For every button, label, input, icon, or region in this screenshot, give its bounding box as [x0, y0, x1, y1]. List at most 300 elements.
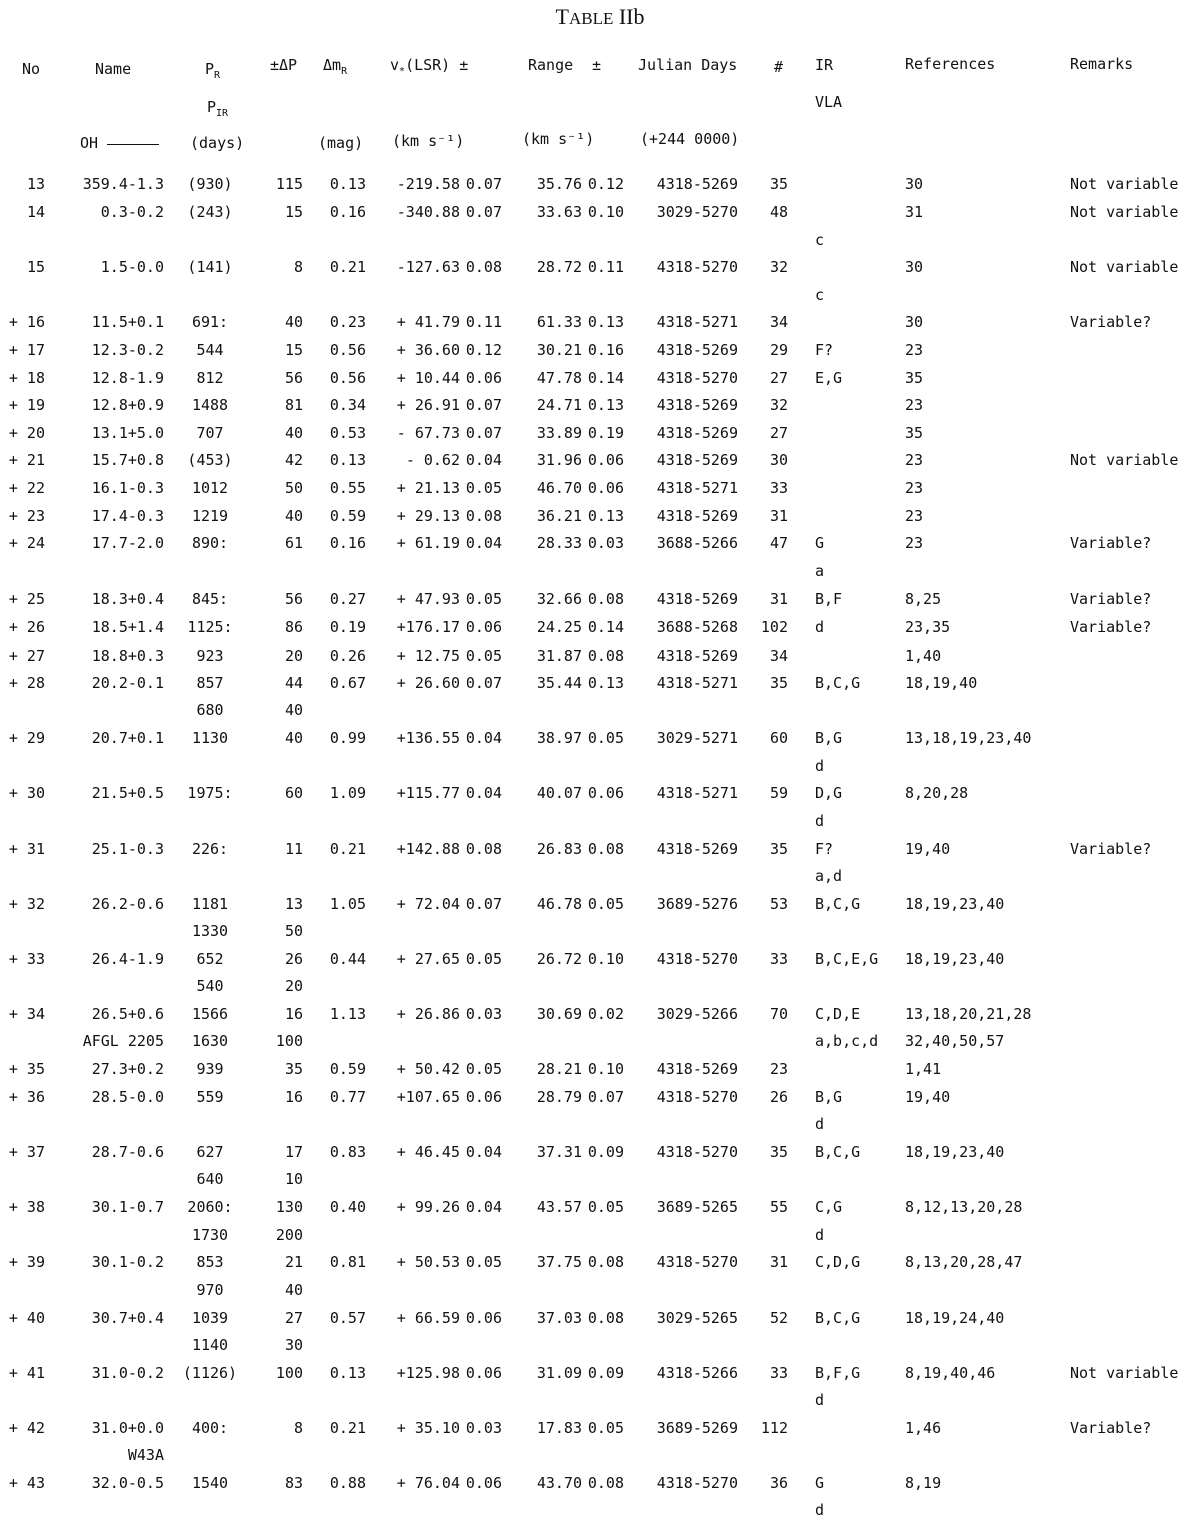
cell-name: 32.0-0.5	[91, 1474, 164, 1492]
cell-ir: d	[815, 1115, 825, 1133]
header-range: Range	[528, 56, 574, 74]
cell-velocity: - 0.62	[405, 451, 460, 469]
cell-velocity: + 50.53	[396, 1253, 460, 1271]
table-row	[0, 423, 1200, 443]
cell-name: 27.3+0.2	[91, 1060, 164, 1078]
cell-velocity-err: 0.04	[465, 534, 502, 552]
cell-period-err: 83	[284, 1474, 303, 1492]
cell-delta-mag: 0.44	[329, 950, 366, 968]
cell-period-err: 21	[284, 1253, 303, 1271]
cell-name: 13.1+5.0	[91, 424, 164, 442]
cell-julian-days: 4318-5270	[656, 258, 738, 276]
cell-delta-mag: 0.56	[329, 369, 366, 387]
cell-period-err: 35	[284, 1060, 303, 1078]
cell-references: 1,40	[905, 647, 942, 665]
cell-count: 31	[769, 1253, 788, 1271]
cell-velocity-err: 0.06	[465, 1309, 502, 1327]
cell-no: + 36	[8, 1088, 45, 1106]
cell-velocity: +107.65	[396, 1088, 460, 1106]
cell-ir: d	[815, 1391, 825, 1409]
cell-count: 35	[769, 674, 788, 692]
cell-remarks: Variable?	[1070, 590, 1152, 608]
cell-julian-days: 3689-5269	[656, 1419, 738, 1437]
cell-ir: G	[815, 534, 825, 552]
cell-period-err: 50	[284, 479, 303, 497]
cell-no: + 42	[8, 1419, 45, 1437]
cell-period: 812	[196, 369, 224, 387]
header-vla: VLA	[815, 93, 843, 111]
cell-julian-days: 4318-5271	[656, 784, 738, 802]
cell-period: 1125:	[187, 618, 233, 636]
cell-delta-mag: 1.09	[329, 784, 366, 802]
cell-references: 23	[905, 479, 924, 497]
cell-references: 8,25	[905, 590, 942, 608]
cell-ir: d	[815, 1226, 825, 1244]
cell-period-err: 81	[284, 396, 303, 414]
cell-ir: B,C,G	[815, 674, 861, 692]
cell-julian-days: 4318-5270	[656, 950, 738, 968]
cell-range-err: 0.09	[587, 1364, 624, 1382]
cell-name: 12.3-0.2	[91, 341, 164, 359]
cell-no: + 25	[8, 590, 45, 608]
cell-references: 23	[905, 451, 924, 469]
cell-ir: C,D,E	[815, 1005, 861, 1023]
table-row	[0, 1390, 1200, 1410]
cell-ir: a,b,c,d	[815, 1032, 879, 1050]
cell-period-err: 61	[284, 534, 303, 552]
table-row	[0, 1225, 1200, 1245]
cell-range-err: 0.06	[587, 784, 624, 802]
cell-range-err: 0.06	[587, 451, 624, 469]
cell-references: 18,19,23,40	[905, 950, 1005, 968]
cell-range: 28.21	[536, 1060, 582, 1078]
cell-delta-mag: 0.83	[329, 1143, 366, 1161]
table-row	[0, 589, 1200, 609]
cell-period-err: 40	[284, 424, 303, 442]
cell-range: 33.63	[536, 203, 582, 221]
cell-delta-mag: 0.99	[329, 729, 366, 747]
cell-range: 31.87	[536, 647, 582, 665]
cell-period: 857	[196, 674, 224, 692]
table-row	[0, 673, 1200, 693]
cell-period-err: 40	[284, 729, 303, 747]
cell-references: 35	[905, 369, 924, 387]
cell-velocity-err: 0.06	[465, 369, 502, 387]
table-row	[0, 949, 1200, 969]
cell-no: + 16	[8, 313, 45, 331]
cell-velocity: +125.98	[396, 1364, 460, 1382]
cell-remarks: Not variable	[1070, 203, 1179, 221]
cell-range: 38.97	[536, 729, 582, 747]
cell-range-err: 0.05	[587, 1419, 624, 1437]
cell-velocity-err: 0.03	[465, 1005, 502, 1023]
cell-period: 890:	[191, 534, 229, 552]
cell-period: (141)	[187, 258, 233, 276]
cell-delta-mag: 0.59	[329, 507, 366, 525]
cell-no: + 24	[8, 534, 45, 552]
cell-delta-mag: 0.34	[329, 396, 366, 414]
cell-velocity: + 61.19	[396, 534, 460, 552]
cell-count: 33	[769, 950, 788, 968]
table-row	[0, 1004, 1200, 1024]
table-row	[0, 1335, 1200, 1355]
cell-no: + 20	[8, 424, 45, 442]
cell-period: 970	[196, 1281, 224, 1299]
cell-ir: C,D,G	[815, 1253, 861, 1271]
cell-delta-mag: 0.27	[329, 590, 366, 608]
cell-julian-days: 4318-5271	[656, 674, 738, 692]
cell-range-err: 0.10	[587, 950, 624, 968]
cell-velocity: + 26.86	[396, 1005, 460, 1023]
cell-julian-days: 4318-5270	[656, 369, 738, 387]
cell-remarks: Variable?	[1070, 313, 1152, 331]
cell-velocity-err: 0.04	[465, 729, 502, 747]
cell-no: + 27	[8, 647, 45, 665]
cell-count: 31	[769, 507, 788, 525]
cell-range-err: 0.09	[587, 1143, 624, 1161]
cell-velocity: +142.88	[396, 840, 460, 858]
cell-no: + 35	[8, 1060, 45, 1078]
cell-delta-mag: 0.23	[329, 313, 366, 331]
table-row	[0, 811, 1200, 831]
cell-julian-days: 4318-5269	[656, 590, 738, 608]
cell-ir: d	[815, 1501, 825, 1519]
table-row	[0, 285, 1200, 305]
cell-velocity-err: 0.07	[465, 674, 502, 692]
header-jd-offset: (+244 0000)	[640, 130, 740, 148]
table-row	[0, 1169, 1200, 1189]
cell-velocity: + 26.60	[396, 674, 460, 692]
cell-period-err: 40	[284, 313, 303, 331]
cell-no: + 40	[8, 1309, 45, 1327]
cell-references: 18,19,40	[905, 674, 978, 692]
cell-delta-mag: 1.13	[329, 1005, 366, 1023]
cell-julian-days: 4318-5270	[656, 1143, 738, 1161]
table-row	[0, 506, 1200, 526]
cell-references: 18,19,24,40	[905, 1309, 1005, 1327]
cell-julian-days: 4318-5266	[656, 1364, 738, 1382]
cell-julian-days: 4318-5270	[656, 1474, 738, 1492]
cell-velocity-err: 0.05	[465, 479, 502, 497]
table-row	[0, 1308, 1200, 1328]
cell-velocity: + 10.44	[396, 369, 460, 387]
cell-velocity: + 76.04	[396, 1474, 460, 1492]
cell-references: 23	[905, 507, 924, 525]
header-count: #	[774, 58, 784, 76]
cell-velocity-err: 0.04	[465, 451, 502, 469]
cell-range: 37.31	[536, 1143, 582, 1161]
header-pr: $P_R$	[205, 60, 221, 81]
cell-count: 70	[769, 1005, 788, 1023]
cell-delta-mag: 0.19	[329, 618, 366, 636]
cell-range-err: 0.12	[587, 175, 624, 193]
cell-velocity-err: 0.06	[465, 1364, 502, 1382]
cell-velocity-err: 0.07	[465, 203, 502, 221]
cell-julian-days: 4318-5269	[656, 396, 738, 414]
cell-name: 26.4-1.9	[91, 950, 164, 968]
cell-velocity-err: 0.05	[465, 1253, 502, 1271]
cell-name: 31.0-0.2	[91, 1364, 164, 1382]
cell-period-err: 16	[284, 1088, 303, 1106]
table-row	[0, 340, 1200, 360]
header-references: References	[905, 55, 996, 73]
cell-range: 24.71	[536, 396, 582, 414]
table-row	[0, 921, 1200, 941]
cell-references: 8,12,13,20,28	[905, 1198, 1023, 1216]
cell-ir: E,G	[815, 369, 843, 387]
cell-remarks: Not variable	[1070, 258, 1179, 276]
cell-julian-days: 3029-5266	[656, 1005, 738, 1023]
cell-references: 8,19	[905, 1474, 942, 1492]
header-oh: OH	[80, 134, 99, 152]
cell-range: 28.72	[536, 258, 582, 276]
cell-period-err: 20	[284, 647, 303, 665]
cell-velocity-err: 0.06	[465, 1088, 502, 1106]
cell-velocity: -340.88	[396, 203, 460, 221]
cell-delta-mag: 0.21	[329, 1419, 366, 1437]
cell-period: 1012	[191, 479, 229, 497]
cell-range-err: 0.16	[587, 341, 624, 359]
table-row	[0, 700, 1200, 720]
table-row	[0, 312, 1200, 332]
cell-julian-days: 4318-5269	[656, 451, 738, 469]
cell-references: 23,35	[905, 618, 951, 636]
cell-period: (930)	[187, 175, 233, 193]
cell-range: 28.79	[536, 1088, 582, 1106]
cell-count: 52	[769, 1309, 788, 1327]
header-velocity: $v_*(LSR)$ ±	[390, 56, 469, 77]
cell-references: 30	[905, 258, 924, 276]
header-name: Name	[95, 60, 132, 78]
cell-velocity: + 66.59	[396, 1309, 460, 1327]
cell-period: 640	[196, 1170, 224, 1188]
cell-velocity: -219.58	[396, 175, 460, 193]
cell-references: 30	[905, 313, 924, 331]
cell-count: 31	[769, 590, 788, 608]
cell-period: 853	[196, 1253, 224, 1271]
cell-velocity: + 21.13	[396, 479, 460, 497]
cell-julian-days: 4318-5271	[656, 479, 738, 497]
cell-julian-days: 3029-5271	[656, 729, 738, 747]
cell-period: 691:	[191, 313, 229, 331]
cell-remarks: Variable?	[1070, 1419, 1152, 1437]
cell-velocity-err: 0.08	[465, 258, 502, 276]
cell-period: 707	[196, 424, 224, 442]
cell-name: 26.2-0.6	[91, 895, 164, 913]
cell-delta-mag: 0.59	[329, 1060, 366, 1078]
oh-underline	[107, 144, 159, 145]
cell-velocity-err: 0.06	[465, 618, 502, 636]
cell-julian-days: 4318-5269	[656, 424, 738, 442]
cell-count: 60	[769, 729, 788, 747]
cell-julian-days: 4318-5269	[656, 647, 738, 665]
cell-count: 30	[769, 451, 788, 469]
cell-remarks: Variable?	[1070, 840, 1152, 858]
cell-delta-mag: 0.16	[329, 203, 366, 221]
cell-julian-days: 3688-5268	[656, 618, 738, 636]
table-row	[0, 561, 1200, 581]
cell-count: 53	[769, 895, 788, 913]
cell-period-err: 42	[284, 451, 303, 469]
cell-range: 31.09	[536, 1364, 582, 1382]
cell-no: + 29	[8, 729, 45, 747]
cell-range: 37.75	[536, 1253, 582, 1271]
cell-delta-mag: 0.21	[329, 840, 366, 858]
cell-period: 1566	[191, 1005, 229, 1023]
cell-no: + 43	[8, 1474, 45, 1492]
cell-period-err: 20	[284, 977, 303, 995]
cell-range-err: 0.05	[587, 895, 624, 913]
cell-references: 23	[905, 396, 924, 414]
cell-velocity-err: 0.03	[465, 1419, 502, 1437]
cell-velocity: +176.17	[396, 618, 460, 636]
cell-ir: d	[815, 812, 825, 830]
table-row	[0, 894, 1200, 914]
cell-velocity-err: 0.04	[465, 1198, 502, 1216]
cell-range-err: 0.13	[587, 396, 624, 414]
cell-no: 15	[26, 258, 45, 276]
cell-period-err: 27	[284, 1309, 303, 1327]
cell-range: 46.78	[536, 895, 582, 913]
cell-period: 544	[196, 341, 224, 359]
cell-ir: F?	[815, 341, 834, 359]
cell-no: 14	[26, 203, 45, 221]
cell-range: 46.70	[536, 479, 582, 497]
cell-count: 59	[769, 784, 788, 802]
cell-name: 28.7-0.6	[91, 1143, 164, 1161]
cell-range: 28.33	[536, 534, 582, 552]
cell-period-err: 100	[275, 1032, 303, 1050]
table-row	[0, 1059, 1200, 1079]
table-row	[0, 839, 1200, 859]
cell-velocity: + 99.26	[396, 1198, 460, 1216]
cell-ir: B,C,E,G	[815, 950, 879, 968]
cell-velocity: + 41.79	[396, 313, 460, 331]
table-row	[0, 866, 1200, 886]
cell-name: 30.1-0.2	[91, 1253, 164, 1271]
cell-julian-days: 3689-5265	[656, 1198, 738, 1216]
header-ir: IR	[815, 56, 834, 74]
cell-period-err: 16	[284, 1005, 303, 1023]
table-row	[0, 1142, 1200, 1162]
cell-name: 30.7+0.4	[91, 1309, 164, 1327]
cell-no: + 34	[8, 1005, 45, 1023]
cell-delta-mag: 0.77	[329, 1088, 366, 1106]
cell-references: 8,20,28	[905, 784, 969, 802]
cell-name: 28.5-0.0	[91, 1088, 164, 1106]
header-kms-v: (km s⁻¹)	[392, 132, 465, 150]
cell-range: 33.89	[536, 424, 582, 442]
cell-range-err: 0.13	[587, 507, 624, 525]
cell-range: 26.72	[536, 950, 582, 968]
cell-period: 2060:	[187, 1198, 233, 1216]
table-row	[0, 533, 1200, 553]
cell-period: 226:	[191, 840, 229, 858]
cell-no: + 39	[8, 1253, 45, 1271]
cell-ir: c	[815, 231, 825, 249]
cell-delta-mag: 0.67	[329, 674, 366, 692]
cell-delta-mag: 0.13	[329, 1364, 366, 1382]
cell-count: 33	[769, 479, 788, 497]
cell-range-err: 0.08	[587, 590, 624, 608]
cell-period-err: 11	[284, 840, 303, 858]
table-row	[0, 174, 1200, 194]
cell-period: 1330	[191, 922, 229, 940]
cell-name: 20.7+0.1	[91, 729, 164, 747]
cell-range: 30.69	[536, 1005, 582, 1023]
cell-period: 1630	[191, 1032, 229, 1050]
cell-name: 30.1-0.7	[91, 1198, 164, 1216]
table-row	[0, 617, 1200, 637]
cell-delta-mag: 0.16	[329, 534, 366, 552]
cell-period: (243)	[187, 203, 233, 221]
cell-velocity-err: 0.07	[465, 396, 502, 414]
cell-velocity-err: 0.06	[465, 1474, 502, 1492]
cell-period: 680	[196, 701, 224, 719]
cell-delta-mag: 0.56	[329, 341, 366, 359]
table-row	[0, 783, 1200, 803]
cell-name: 12.8+0.9	[91, 396, 164, 414]
cell-julian-days: 4318-5269	[656, 507, 738, 525]
cell-ir: B,G	[815, 729, 843, 747]
cell-no: 13	[26, 175, 45, 193]
cell-period-err: 130	[275, 1198, 303, 1216]
cell-julian-days: 4318-5269	[656, 840, 738, 858]
cell-velocity: + 36.60	[396, 341, 460, 359]
cell-julian-days: 3029-5265	[656, 1309, 738, 1327]
table-title: TABLE IIb	[555, 4, 645, 29]
cell-velocity: - 67.73	[396, 424, 460, 442]
cell-no: + 19	[8, 396, 45, 414]
cell-references: 1,46	[905, 1419, 942, 1437]
cell-period-err: 200	[275, 1226, 303, 1244]
cell-period-err: 30	[284, 1336, 303, 1354]
cell-count: 55	[769, 1198, 788, 1216]
cell-delta-mag: 0.53	[329, 424, 366, 442]
cell-range-err: 0.10	[587, 203, 624, 221]
header-range-err: ±	[592, 56, 602, 74]
cell-julian-days: 4318-5269	[656, 1060, 738, 1078]
header-pir: $P_{IR}$	[207, 98, 229, 119]
cell-ir: a,d	[815, 867, 843, 885]
cell-velocity-err: 0.05	[465, 1060, 502, 1078]
cell-period-err: 17	[284, 1143, 303, 1161]
cell-range: 17.83	[536, 1419, 582, 1437]
cell-references: 13,18,19,23,40	[905, 729, 1032, 747]
cell-ir: B,F,G	[815, 1364, 861, 1382]
table-row	[0, 1363, 1200, 1383]
cell-range: 61.33	[536, 313, 582, 331]
cell-name: W43A	[127, 1446, 164, 1464]
cell-ir: B,G	[815, 1088, 843, 1106]
cell-velocity-err: 0.07	[465, 895, 502, 913]
table-row	[0, 257, 1200, 277]
cell-no: + 33	[8, 950, 45, 968]
cell-ir: d	[815, 618, 825, 636]
cell-delta-mag: 1.05	[329, 895, 366, 913]
cell-name: 17.4-0.3	[91, 507, 164, 525]
cell-period: 1219	[191, 507, 229, 525]
cell-count: 35	[769, 175, 788, 193]
cell-period-err: 26	[284, 950, 303, 968]
table-row	[0, 1114, 1200, 1134]
cell-references: 18,19,23,40	[905, 895, 1005, 913]
table-row	[0, 395, 1200, 415]
cell-velocity-err: 0.05	[465, 590, 502, 608]
cell-period: 939	[196, 1060, 224, 1078]
cell-delta-mag: 0.21	[329, 258, 366, 276]
table-row	[0, 1197, 1200, 1217]
